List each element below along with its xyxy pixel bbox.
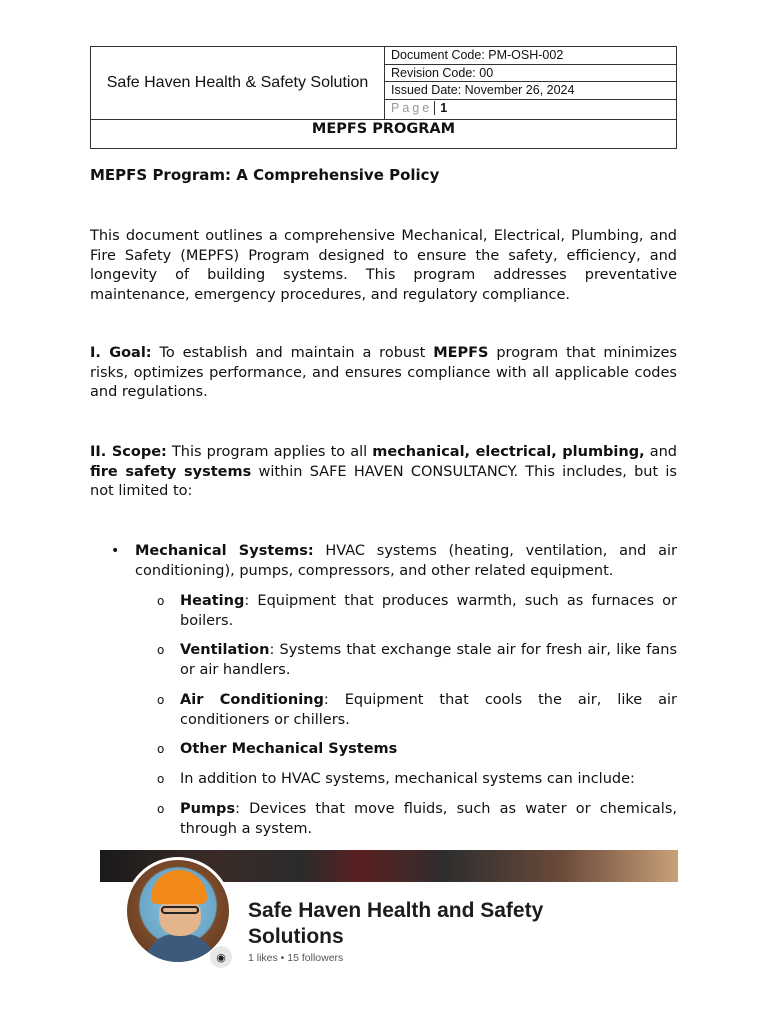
subitem-bold: Air Conditioning <box>180 692 324 708</box>
subitem-text: In addition to HVAC systems, mechanical systems can include: <box>180 771 635 787</box>
page-name: Safe Haven Health and Safety Solutions <box>248 899 544 948</box>
bullet-label: Mechanical Systems: <box>135 543 314 559</box>
scope-text-and: and <box>644 444 677 460</box>
subitem-text: : Systems that exchange stale air for fresh air, like fans or air handlers. <box>180 642 677 678</box>
scope-bold-fire: fire safety systems <box>90 463 252 480</box>
document-header-table <box>90 46 677 149</box>
facebook-page-banner <box>100 850 678 1024</box>
company-name: Safe Haven Health & Safety Solution <box>91 47 385 119</box>
bullet-marker: • <box>111 543 120 559</box>
subitem-bold: Heating <box>180 593 245 609</box>
goal-text-end: program that minimizes risks, optimizes performance, and ensures compliance with all applicable codes and regulations. <box>90 345 677 400</box>
sub-marker: o <box>157 772 165 786</box>
list-item <box>157 770 677 790</box>
list-item <box>157 691 677 730</box>
goal-paragraph <box>90 344 677 403</box>
list-item-mechanical-systems <box>111 542 677 581</box>
issued-date: Issued Date: November 26, 2024 <box>385 82 676 100</box>
sub-marker: o <box>157 802 165 816</box>
page-indicator <box>385 100 676 119</box>
revision-code: Revision Code: 00 <box>385 65 676 83</box>
camera-icon[interactable]: ◉ <box>210 946 232 968</box>
list-item <box>157 800 677 839</box>
document-meta <box>385 47 676 119</box>
list-item <box>157 592 677 631</box>
sub-marker: o <box>157 693 165 707</box>
goal-bold: MEPFS <box>433 345 489 361</box>
list-item <box>157 740 677 760</box>
avatar-glasses <box>161 906 199 914</box>
document-code: Document Code: PM-OSH-002 <box>385 47 676 65</box>
document-title: MEPFS Program: A Comprehensive Policy <box>90 166 440 184</box>
sub-marker: o <box>157 742 165 756</box>
scope-bold-systems: mechanical, electrical, plumbing, <box>372 444 645 460</box>
bullet-text: HVAC systems (heating, ventilation, and air conditioning), pumps, compressors, and other related equipment. <box>135 543 677 579</box>
scope-label: II. Scope: <box>90 444 167 460</box>
hard-hat-icon <box>151 870 207 904</box>
subitem-text: : Devices that move fluids, such as water or chemicals, through a system. <box>180 801 677 837</box>
sub-marker: o <box>157 643 165 657</box>
program-title: MEPFS PROGRAM <box>91 119 676 149</box>
subitem-bold: Ventilation <box>180 642 270 658</box>
page-label: Page <box>391 100 433 115</box>
scope-text: This program applies to all <box>166 444 373 460</box>
page-stats: 1 likes • 15 followers <box>248 952 344 964</box>
list-item <box>157 641 677 680</box>
scope-paragraph <box>90 443 677 502</box>
sub-marker: o <box>157 594 165 608</box>
goal-label: I. Goal: <box>90 345 152 361</box>
page-number: 1 <box>434 101 447 115</box>
subitem-text: : Equipment that cools the air, like air conditioners or chillers. <box>180 692 677 728</box>
intro-paragraph: This document outlines a comprehensive Mechanical, Electrical, Plumbing, and Fire Safety (MEPFS) Program designed to ensure the safety, efficiency, and longevity of building systems. This program addresses preventative maintenance, emergency procedures, and regulatory compliance. <box>90 228 677 303</box>
goal-text: To establish and maintain a robust <box>151 345 434 361</box>
scope-text-end: within SAFE HAVEN CONSULTANCY. This includes, but is not limited to: <box>90 463 677 499</box>
avatar-shirt <box>145 934 215 965</box>
subitem-text: : Equipment that produces warmth, such as furnaces or boilers. <box>180 593 677 629</box>
subitem-bold: Other Mechanical Systems <box>180 741 398 757</box>
subitem-bold: Pumps <box>180 801 236 817</box>
